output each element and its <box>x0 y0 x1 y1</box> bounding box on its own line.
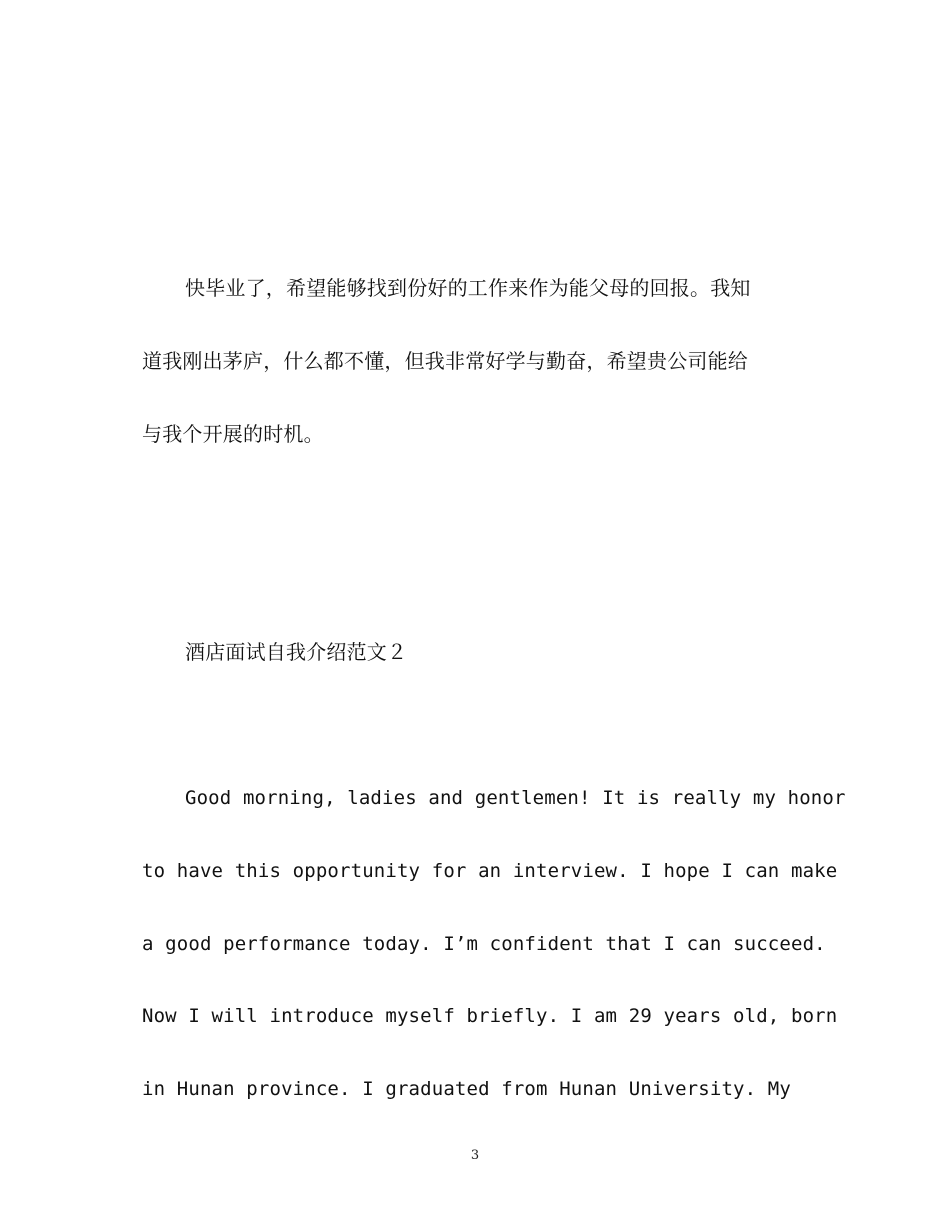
paragraph-2-line-4: Now I will introduce myself briefly. I am 29 years old, born <box>142 1005 838 1027</box>
page-number: 3 <box>470 1148 480 1163</box>
paragraph-2-line-3: a good performance today. I’m confident that I can succeed. <box>142 933 826 955</box>
paragraph-1-line-1: 快毕业了，希望能够找到份好的工作来作为能父母的回报。我知 <box>185 276 751 300</box>
section-heading: 酒店面试自我介绍范文２ <box>185 640 408 664</box>
paragraph-2-line-1: Good morning, ladies and gentlemen! It is really my honor <box>185 787 846 809</box>
paragraph-1-line-2: 道我刚出茅庐，什么都不懂，但我非常好学与勤奋，希望贵公司能给 <box>142 349 748 373</box>
paragraph-1-line-3: 与我个开展的时机。 <box>142 422 324 446</box>
paragraph-2-line-2: to have this opportunity for an interview. I hope I can make <box>142 860 838 882</box>
paragraph-2-line-5: in Hunan province. I graduated from Hunan University. My <box>142 1078 791 1100</box>
